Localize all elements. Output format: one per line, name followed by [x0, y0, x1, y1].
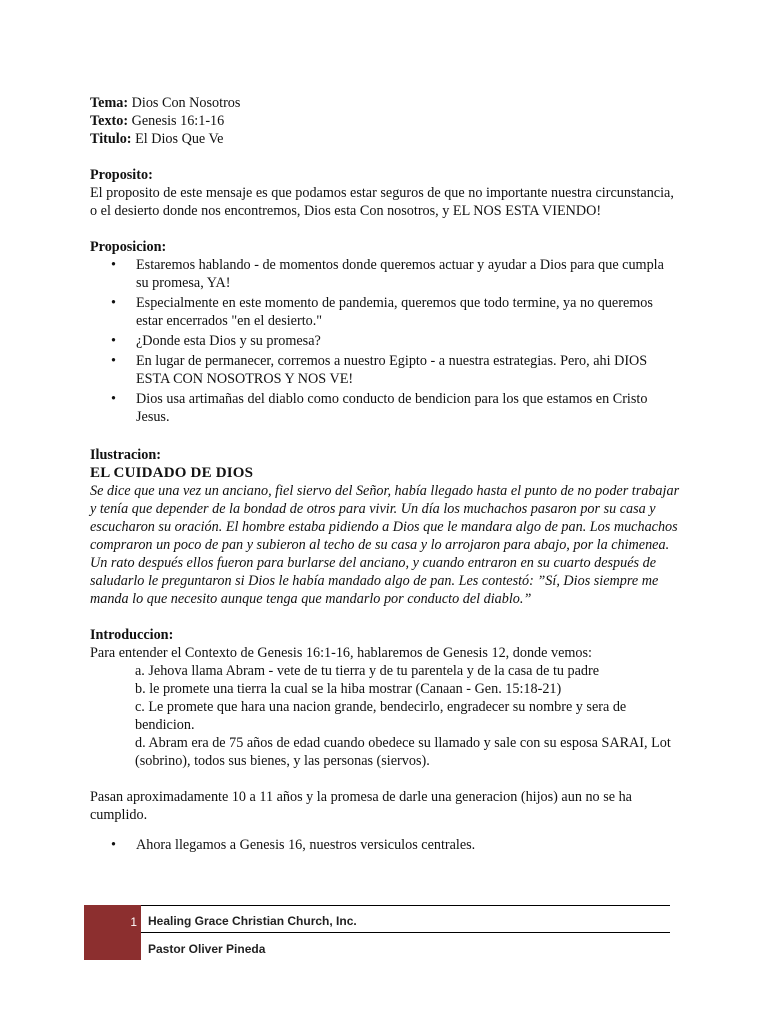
page-number: 1 — [84, 905, 141, 960]
proposicion-heading: Proposicion: — [90, 239, 167, 255]
titulo-label: Titulo: — [90, 131, 132, 147]
texto-value: Genesis 16:1-16 — [131, 113, 225, 129]
texto-line — [90, 112, 680, 130]
list-item: • Dios usa artimañas del diablo como conducto de bendicion para los que estamos en Cristo Jesus. — [136, 390, 680, 426]
list-item: • ¿Donde esta Dios y su promesa? — [136, 332, 680, 350]
proposito-heading: Proposito: — [90, 167, 153, 183]
list-item: • Especialmente en este momento de pandemia, queremos que todo termine, ya no queremos estar encerrados "en el desierto." — [136, 294, 680, 330]
texto-label: Texto: — [90, 113, 129, 129]
footer-top-rule — [141, 905, 670, 906]
introduccion-point-b: b. le promete una tierra la cual se la hiba mostrar (Canaan - Gen. 15:18-21) — [135, 681, 562, 697]
introduccion-point-a: a. Jehova llama Abram - vete de tu tierra y de tu parentela y de la casa de tu padre — [135, 663, 600, 679]
introduccion-heading: Introduccion: — [90, 627, 174, 643]
introduccion-after: Pasan aproximadamente 10 a 11 años y la promesa de darle una generacion (hijos) aun no se ha cumplido. — [90, 789, 632, 823]
proposito-body: El proposito de este mensaje es que podamos estar seguros de que no importante nuestra circunstancia, o el desierto donde nos encontremos, Dios esta Con nosotros, y EL NOS ESTA VIENDO! — [90, 185, 674, 219]
introduccion-lead: Para entender el Contexto de Genesis 16:1-16, hablaremos de Genesis 12, donde vemos: — [90, 645, 592, 661]
list-item: • En lugar de permanecer, corremos a nuestro Egipto - a nuestra estrategias. Pero, ahi DIOS ESTA CON NOSOTROS Y NOS VE! — [136, 352, 680, 388]
titulo-line — [90, 130, 680, 148]
list-item: • Estaremos hablando - de momentos donde queremos actuar y ayudar a Dios para que cumpla su promesa, YA! — [136, 256, 680, 292]
sermon-body — [90, 94, 680, 856]
introduccion-point-d: d. Abram era de 75 años de edad cuando obedece su llamado y sale con su esposa SARAI, Lot (sobrino), todos sus bienes, y las personas (siervos). — [135, 735, 671, 769]
footer-church: Healing Grace Christian Church, Inc. — [148, 914, 357, 928]
titulo-value: El Dios Que Ve — [135, 131, 224, 147]
tema-value: Dios Con Nosotros — [131, 95, 241, 111]
list-item: • Ahora llegamos a Genesis 16, nuestros versiculos centrales. — [136, 836, 680, 854]
introduccion-list — [90, 836, 680, 854]
ilustracion-story: Se dice que una vez un anciano, fiel siervo del Señor, había llegado hasta el punto de no poder trabajar y tenía que depender de la bondad de otros para vivir. Un día los muchachos pasaron por su casa y escucharon su oración. El hombre estaba pidiendo a Dios que le mandara algo de pan. Los muchachos compraron un poco de pan y subieron al techo de su casa y lo arrojaron para abajo, por la chimenea. Un rato después ellos fueron para burlarse del anciano, y cuando entraron en su cuarto después de saludarlo le preguntaron si Dios le había mandado algo de pan. Les contestó: ”Sí, Dios siempre me manda lo que necesito aunque tenga que mandarlo por conducto del diablo.” — [90, 483, 680, 607]
footer-middle-rule — [141, 932, 670, 933]
proposicion-list — [90, 256, 680, 426]
tema-line — [90, 94, 680, 112]
ilustracion-title: EL CUIDADO DE DIOS — [90, 465, 254, 481]
footer-pastor: Pastor Oliver Pineda — [148, 942, 266, 956]
ilustracion-heading: Ilustracion: — [90, 447, 161, 463]
tema-label: Tema: — [90, 95, 129, 111]
page-footer — [84, 905, 670, 960]
introduccion-point-c: c. Le promete que hara una nacion grande, bendecirlo, engradecer su nombre y sera de bendicion. — [135, 699, 627, 733]
